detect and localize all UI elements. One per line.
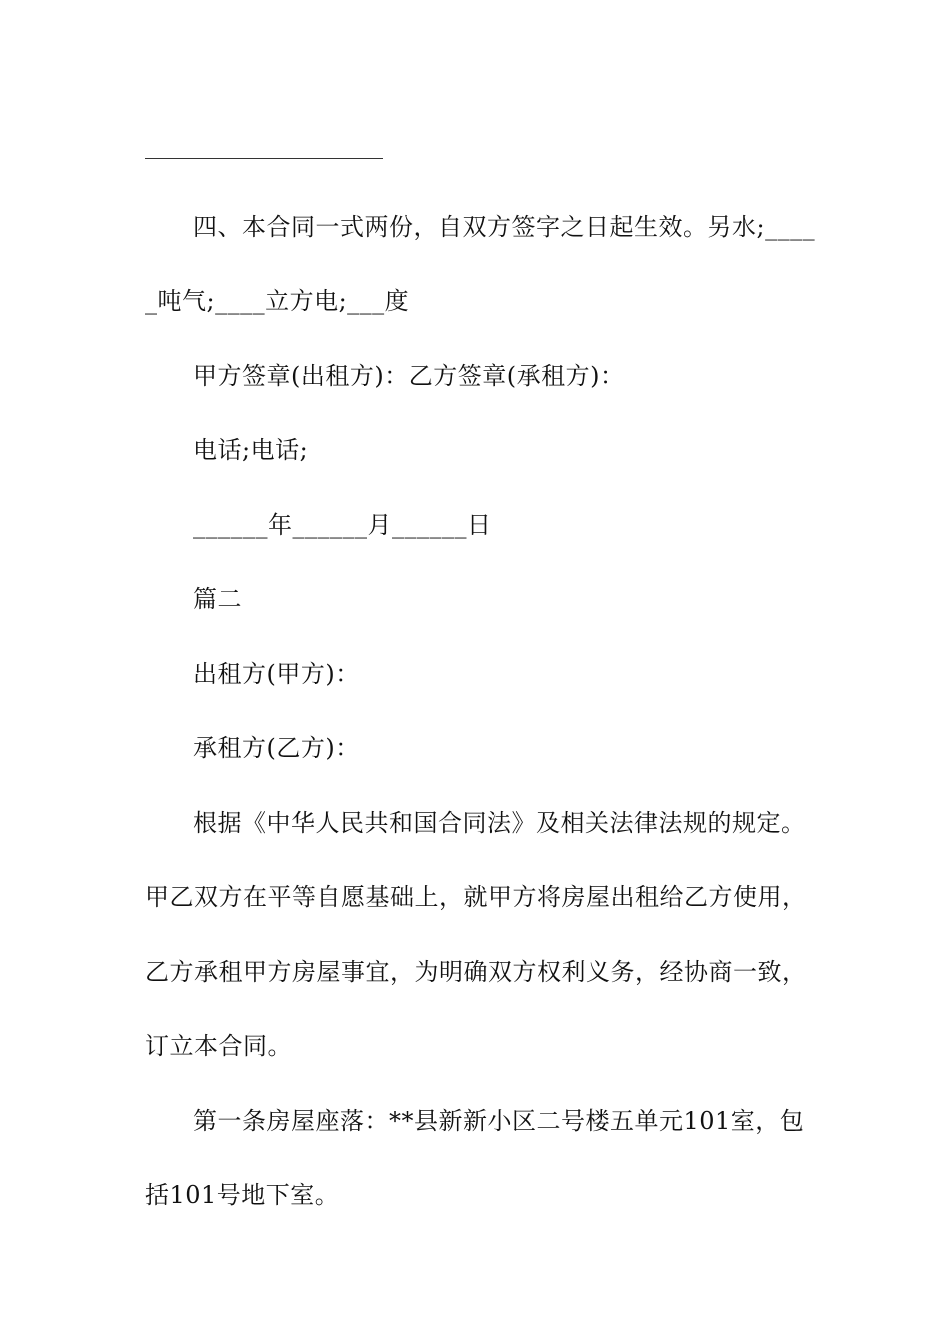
- preamble-line-1: 根据《中华人民共和国合同法》及相关法律法规的规定。: [193, 809, 806, 837]
- clause-four-line-2: _吨气;____立方电;___度: [145, 287, 410, 315]
- date-line: ______年______月______日: [193, 511, 492, 539]
- clause-four-line-1: 四、本合同一式两份，自双方签字之日起生效。另水;____: [193, 213, 816, 241]
- preamble-line-4: 订立本合同。: [145, 1032, 292, 1060]
- preamble-line-3: 乙方承租甲方房屋事宜，为明确双方权利义务，经协商一致，: [145, 958, 807, 986]
- signature-rule: [145, 158, 383, 159]
- article-one-line-2: 括101号地下室。: [145, 1181, 340, 1209]
- preamble-line-2: 甲乙双方在平等自愿基础上，就甲方将房屋出租给乙方使用，: [145, 883, 807, 911]
- signature-party-line: 甲方签章(出租方)：乙方签章(承租方)：: [193, 362, 625, 390]
- lessee-line: 承租方(乙方)：: [193, 734, 360, 762]
- phone-line: 电话;电话;: [193, 436, 309, 464]
- section-heading: 篇二: [193, 585, 242, 613]
- lessor-line: 出租方(甲方)：: [193, 660, 360, 688]
- article-one-line-1: 第一条房屋座落：**县新新小区二号楼五单元101室，包: [193, 1107, 805, 1135]
